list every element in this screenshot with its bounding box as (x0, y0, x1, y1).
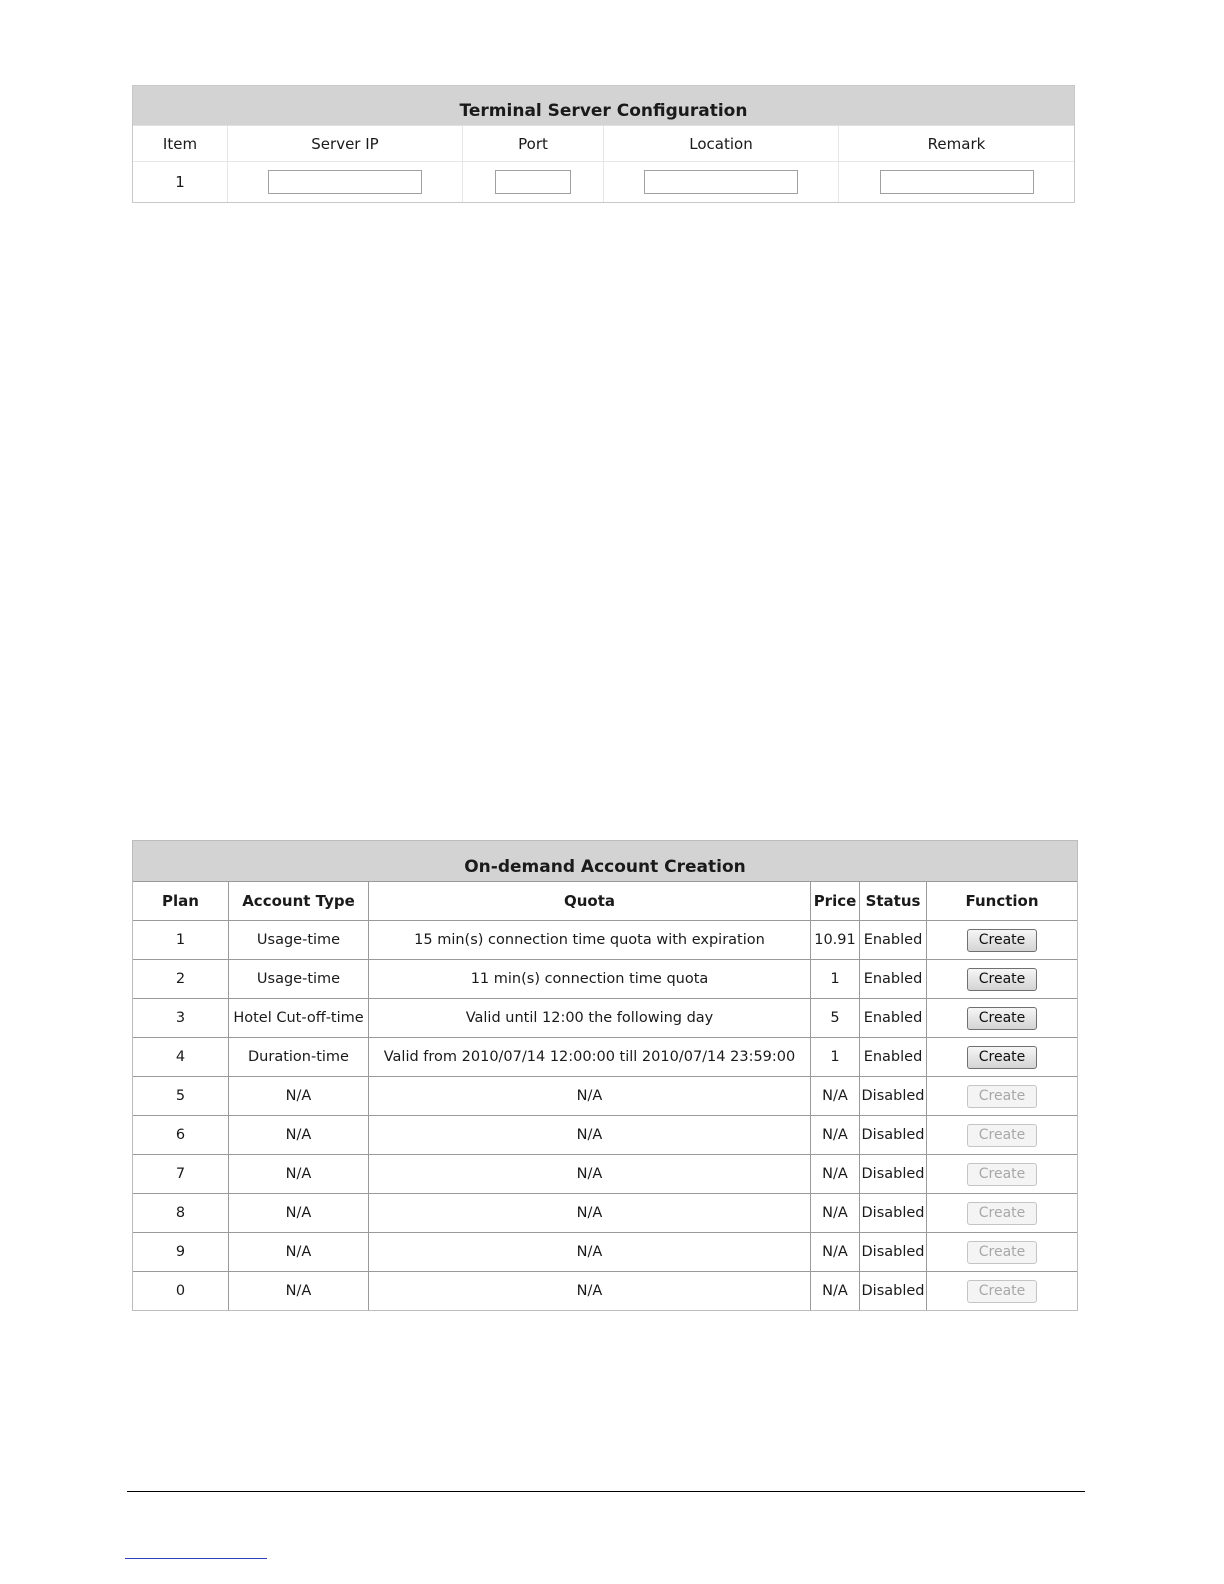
location-input[interactable] (644, 170, 798, 194)
port-input[interactable] (495, 170, 571, 194)
plan-cell: 0 (133, 1272, 229, 1310)
price-cell: 1 (811, 960, 860, 998)
plan-cell: 8 (133, 1194, 229, 1232)
status-cell: Enabled (860, 921, 927, 959)
create-button-disabled: Create (967, 1163, 1037, 1186)
account-type-cell: N/A (229, 1116, 369, 1154)
status-cell: Enabled (860, 960, 927, 998)
create-button-disabled: Create (967, 1280, 1037, 1303)
quota-cell: 15 min(s) connection time quota with expiration (369, 921, 811, 959)
table-row (133, 1037, 1077, 1076)
remark-input[interactable] (880, 170, 1034, 194)
table-row (133, 1115, 1077, 1154)
quota-cell: 11 min(s) connection time quota (369, 960, 811, 998)
header-account-type: Account Type (229, 882, 369, 920)
table-row (133, 998, 1077, 1037)
plan-cell: 9 (133, 1233, 229, 1271)
header-port: Port (463, 126, 604, 161)
plan-cell: 3 (133, 999, 229, 1037)
header-item: Item (133, 126, 228, 161)
plan-cell: 6 (133, 1116, 229, 1154)
table-row (133, 1076, 1077, 1115)
table-row (133, 1193, 1077, 1232)
status-cell: Enabled (860, 1038, 927, 1076)
account-type-cell: N/A (229, 1272, 369, 1310)
footer-link-underline (125, 1558, 267, 1559)
price-cell: 10.91 (811, 921, 860, 959)
function-cell (927, 1077, 1077, 1115)
function-cell (927, 1194, 1077, 1232)
item-number: 1 (133, 162, 228, 202)
function-cell (927, 1116, 1077, 1154)
footer-divider (127, 1491, 1085, 1492)
quota-cell: N/A (369, 1272, 811, 1310)
header-location: Location (604, 126, 839, 161)
price-cell: 5 (811, 999, 860, 1037)
function-cell (927, 1272, 1077, 1310)
header-function: Function (965, 892, 1039, 910)
on-demand-account-title: On-demand Account Creation (133, 841, 1077, 881)
on-demand-account-table (132, 840, 1078, 1311)
status-cell: Disabled (860, 1077, 927, 1115)
create-button[interactable]: Create (967, 968, 1037, 991)
header-price: Price (811, 882, 860, 920)
quota-cell: N/A (369, 1077, 811, 1115)
status-cell: Disabled (860, 1272, 927, 1310)
price-cell: N/A (811, 1272, 860, 1310)
create-button[interactable]: Create (967, 929, 1037, 952)
plan-cell: 4 (133, 1038, 229, 1076)
function-cell (927, 1038, 1077, 1076)
price-cell: N/A (811, 1194, 860, 1232)
table-row (133, 1271, 1077, 1310)
account-type-cell: Usage-time (229, 921, 369, 959)
account-type-cell: N/A (229, 1077, 369, 1115)
quota-cell: N/A (369, 1194, 811, 1232)
create-button-disabled: Create (967, 1085, 1037, 1108)
quota-cell: Valid from 2010/07/14 12:00:00 till 2010/07/14 23:59:00 (369, 1038, 811, 1076)
account-type-cell: Hotel Cut-off-time (229, 999, 369, 1037)
server-ip-cell (228, 162, 463, 202)
header-quota: Quota (369, 882, 811, 920)
table-row (133, 1232, 1077, 1271)
header-plan: Plan (133, 882, 229, 920)
server-ip-input[interactable] (268, 170, 422, 194)
price-cell: 1 (811, 1038, 860, 1076)
function-cell (927, 1233, 1077, 1271)
plan-cell: 1 (133, 921, 229, 959)
header-server-ip: Server IP (228, 126, 463, 161)
create-button-disabled: Create (967, 1124, 1037, 1147)
header-status: Status (860, 882, 927, 920)
create-button-disabled: Create (967, 1202, 1037, 1225)
price-cell: N/A (811, 1233, 860, 1271)
location-cell (604, 162, 839, 202)
table-row (133, 1154, 1077, 1193)
status-cell: Disabled (860, 1194, 927, 1232)
function-cell (927, 999, 1077, 1037)
price-cell: N/A (811, 1155, 860, 1193)
price-cell: N/A (811, 1077, 860, 1115)
create-button[interactable]: Create (967, 1007, 1037, 1030)
status-cell: Disabled (860, 1116, 927, 1154)
table-row (133, 920, 1077, 959)
terminal-server-config-table (132, 85, 1075, 203)
price-cell: N/A (811, 1116, 860, 1154)
quota-cell: N/A (369, 1155, 811, 1193)
function-cell (927, 1155, 1077, 1193)
plan-cell: 2 (133, 960, 229, 998)
plan-cell: 7 (133, 1155, 229, 1193)
account-type-cell: N/A (229, 1194, 369, 1232)
on-demand-header-row (133, 881, 1077, 920)
account-type-cell: N/A (229, 1155, 369, 1193)
terminal-server-config-title: Terminal Server Configuration (133, 86, 1074, 126)
remark-cell (839, 162, 1074, 202)
function-cell (927, 921, 1077, 959)
quota-cell: Valid until 12:00 the following day (369, 999, 811, 1037)
quota-cell: N/A (369, 1116, 811, 1154)
port-cell (463, 162, 604, 202)
account-type-cell: Duration-time (229, 1038, 369, 1076)
quota-cell: N/A (369, 1233, 811, 1271)
status-cell: Disabled (860, 1155, 927, 1193)
account-type-cell: N/A (229, 1233, 369, 1271)
create-button-disabled: Create (967, 1241, 1037, 1264)
status-cell: Enabled (860, 999, 927, 1037)
terminal-server-header-row (133, 126, 1074, 162)
function-cell (927, 960, 1077, 998)
header-remark: Remark (927, 134, 986, 153)
create-button[interactable]: Create (967, 1046, 1037, 1069)
status-cell: Disabled (860, 1233, 927, 1271)
plan-cell: 5 (133, 1077, 229, 1115)
account-type-cell: Usage-time (229, 960, 369, 998)
table-row (133, 162, 1074, 202)
table-row (133, 959, 1077, 998)
